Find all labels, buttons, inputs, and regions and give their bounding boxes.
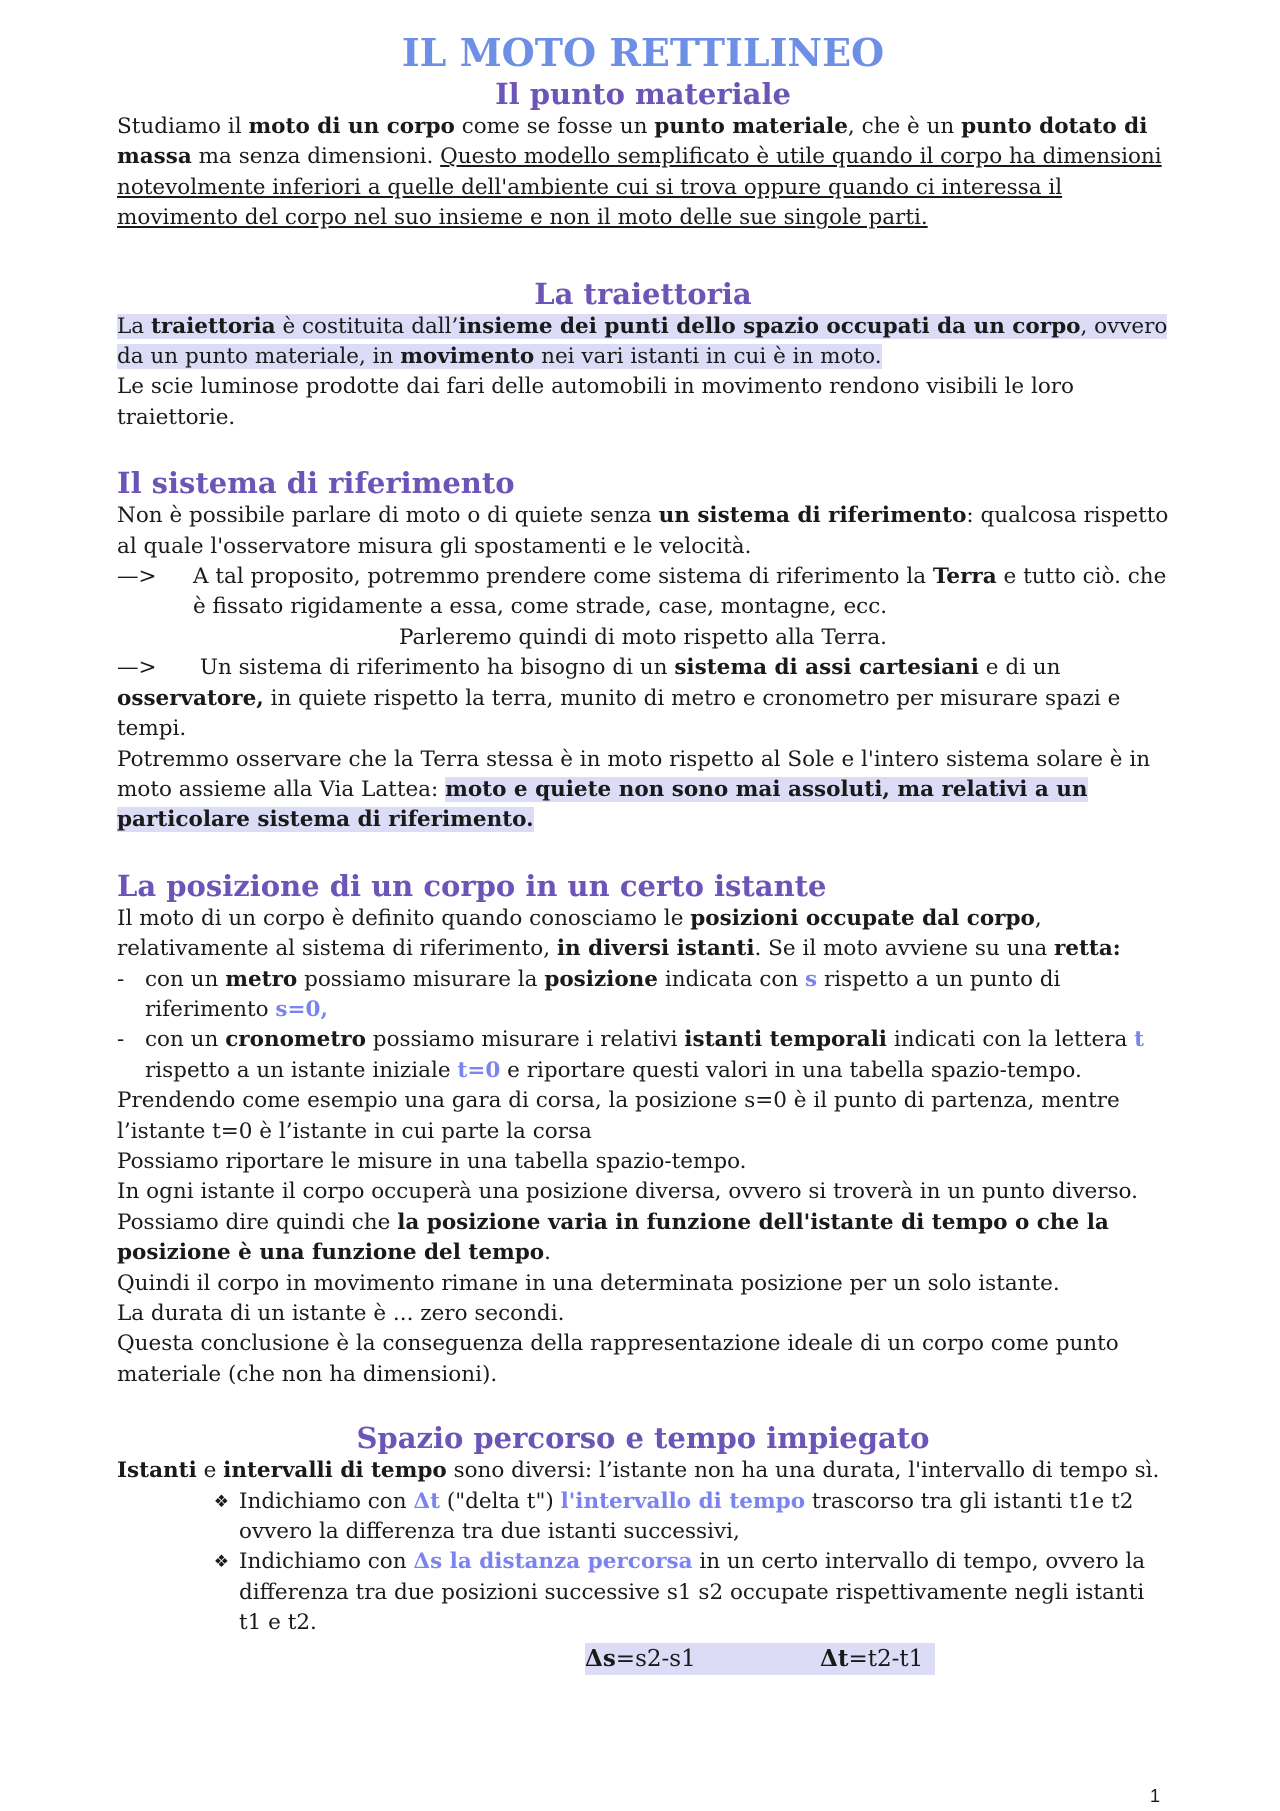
- page-number: 1: [1150, 1786, 1161, 1806]
- paragraph-conclusione: Questa conclusione è la conseguenza della rappresentazione ideale di un corpo come punto materiale (che non ha dimensioni).: [117, 1331, 1119, 1387]
- list-item-cronometro: - con un cronometro possiamo misurare i relativi istanti temporali indicati con la lettera t rispetto a un istante iniziale t=0 e riportare questi valori in una tabella spazio-tempo.: [117, 1025, 1169, 1086]
- arrow-item-assi: —> Un sistema di riferimento ha bisogno di un sistema di assi cartesiani e di un osservatore, in quiete rispetto la terra, munito di metro e cronometro per misurare spazi e tempi.: [117, 655, 1121, 742]
- heading-punto-materiale: Il punto materiale: [495, 77, 791, 111]
- paragraph-traiettoria-definition: La traiettoria è costituita dall’insieme dei punti dello spazio occupati da un corpo, ovvero da un punto materiale, in movimento nei vari istanti in cui è in moto.: [117, 313, 1168, 370]
- arrow-icon: —>: [117, 564, 157, 590]
- paragraph-punto-materiale: Studiamo il moto di un corpo come se fosse un punto materiale, che è un punto dotato di massa ma senza dimensioni. Questo modello semplificato è utile quando il corpo ha dimensioni notevolmente inferiori a quelle dell'ambiente cui si trova oppure quando ci interessa il movimento del corpo nel suo insieme e non il moto delle sue singole parti.: [117, 114, 1162, 231]
- document-title: IL MOTO RETTILINEO: [401, 30, 885, 75]
- formula-box: [585, 1643, 935, 1675]
- list-item-delta-t: ❖ Indichiamo con Δt ("delta t") l'intervallo di tempo trascorso tra gli istanti t1e t2 ovvero la differenza tra due istanti successivi,: [117, 1487, 1169, 1548]
- centered-note: Parleremo quindi di moto rispetto alla Terra.: [399, 624, 887, 650]
- document-page: [117, 30, 1169, 1675]
- paragraph-sistema-intro: Non è possibile parlare di moto o di quiete senza un sistema di riferimento: qualcosa rispetto al quale l'osservatore misura gli spostamenti e le velocità.: [117, 503, 1169, 559]
- paragraph-durata: La durata di un istante è ... zero secondi.: [117, 1301, 565, 1326]
- paragraph-relativita: Potremmo osservare che la Terra stessa è in moto rispetto al Sole e l'intero sistema solare è in moto assieme alla Via Lattea: moto e quiete non sono mai assoluti, ma relativi a un particolare sistema di riferimento.: [117, 746, 1151, 833]
- paragraph-istanti-intervalli: Istanti e intervalli di tempo sono diversi: l’istante non ha una durata, l'intervallo di tempo sì.: [117, 1458, 1160, 1484]
- list-item-metro: - con un metro possiamo misurare la posizione indicata con s rispetto a un punto di riferimento s=0,: [117, 965, 1169, 1026]
- paragraph-tabella: Possiamo riportare le misure in una tabella spazio-tempo.: [117, 1148, 747, 1174]
- diamond-bullet-icon: ❖: [213, 1552, 229, 1573]
- list-item-delta-s: ❖ Indichiamo con Δs la distanza percorsa in un certo intervallo di tempo, ovvero la differenza tra due posizioni successive s1 s2 occupate rispettivamente negli istanti t1 e t2.: [117, 1547, 1169, 1638]
- diamond-bullet-icon: ❖: [213, 1491, 229, 1512]
- arrow-icon: —>: [117, 655, 157, 681]
- paragraph-esempio-gara: Prendendo come esempio una gara di corsa, la posizione s=0 è il punto di partenza, mentre l’istante t=0 è l’istante in cui parte la corsa: [117, 1088, 1120, 1144]
- dash-bullet-icon: -: [117, 966, 125, 992]
- formula-delta-t: Δt=t2-t1: [820, 1644, 924, 1672]
- paragraph-posizione-intro: Il moto di un corpo è definito quando conosciamo le posizioni occupate dal corpo, relativamente al sistema di riferimento, in diversi istanti. Se il moto avviene su una retta:: [117, 905, 1121, 962]
- paragraph-funzione-tempo: Possiamo dire quindi che la posizione varia in funzione dell'istante di tempo o che la posizione è una funzione del tempo.: [117, 1209, 1109, 1266]
- arrow-item-terra: —> A tal proposito, potremmo prendere come sistema di riferimento la Terra e tutto ciò. che è fissato rigidamente a essa, come strade, case, montagne, ecc.: [117, 562, 1169, 623]
- heading-traiettoria: La traiettoria: [534, 276, 752, 311]
- heading-spazio-tempo: Spazio percorso e tempo impiegato: [356, 1421, 930, 1456]
- heading-posizione: La posizione di un corpo in un certo istante: [117, 868, 827, 903]
- heading-sistema-riferimento: Il sistema di riferimento: [117, 466, 515, 501]
- dash-bullet-icon: -: [117, 1027, 125, 1053]
- paragraph-istante: Quindi il corpo in movimento rimane in una determinata posizione per un solo istante.: [117, 1270, 1060, 1296]
- formula-delta-s: Δs=s2-s1: [585, 1644, 696, 1672]
- paragraph-posizione-diversa: In ogni istante il corpo occuperà una posizione diversa, ovvero si troverà in un punto diverso.: [117, 1179, 1138, 1205]
- paragraph-traiettoria-example: Le scie luminose prodotte dai fari delle automobili in movimento rendono visibili le loro traiettorie.: [117, 374, 1075, 430]
